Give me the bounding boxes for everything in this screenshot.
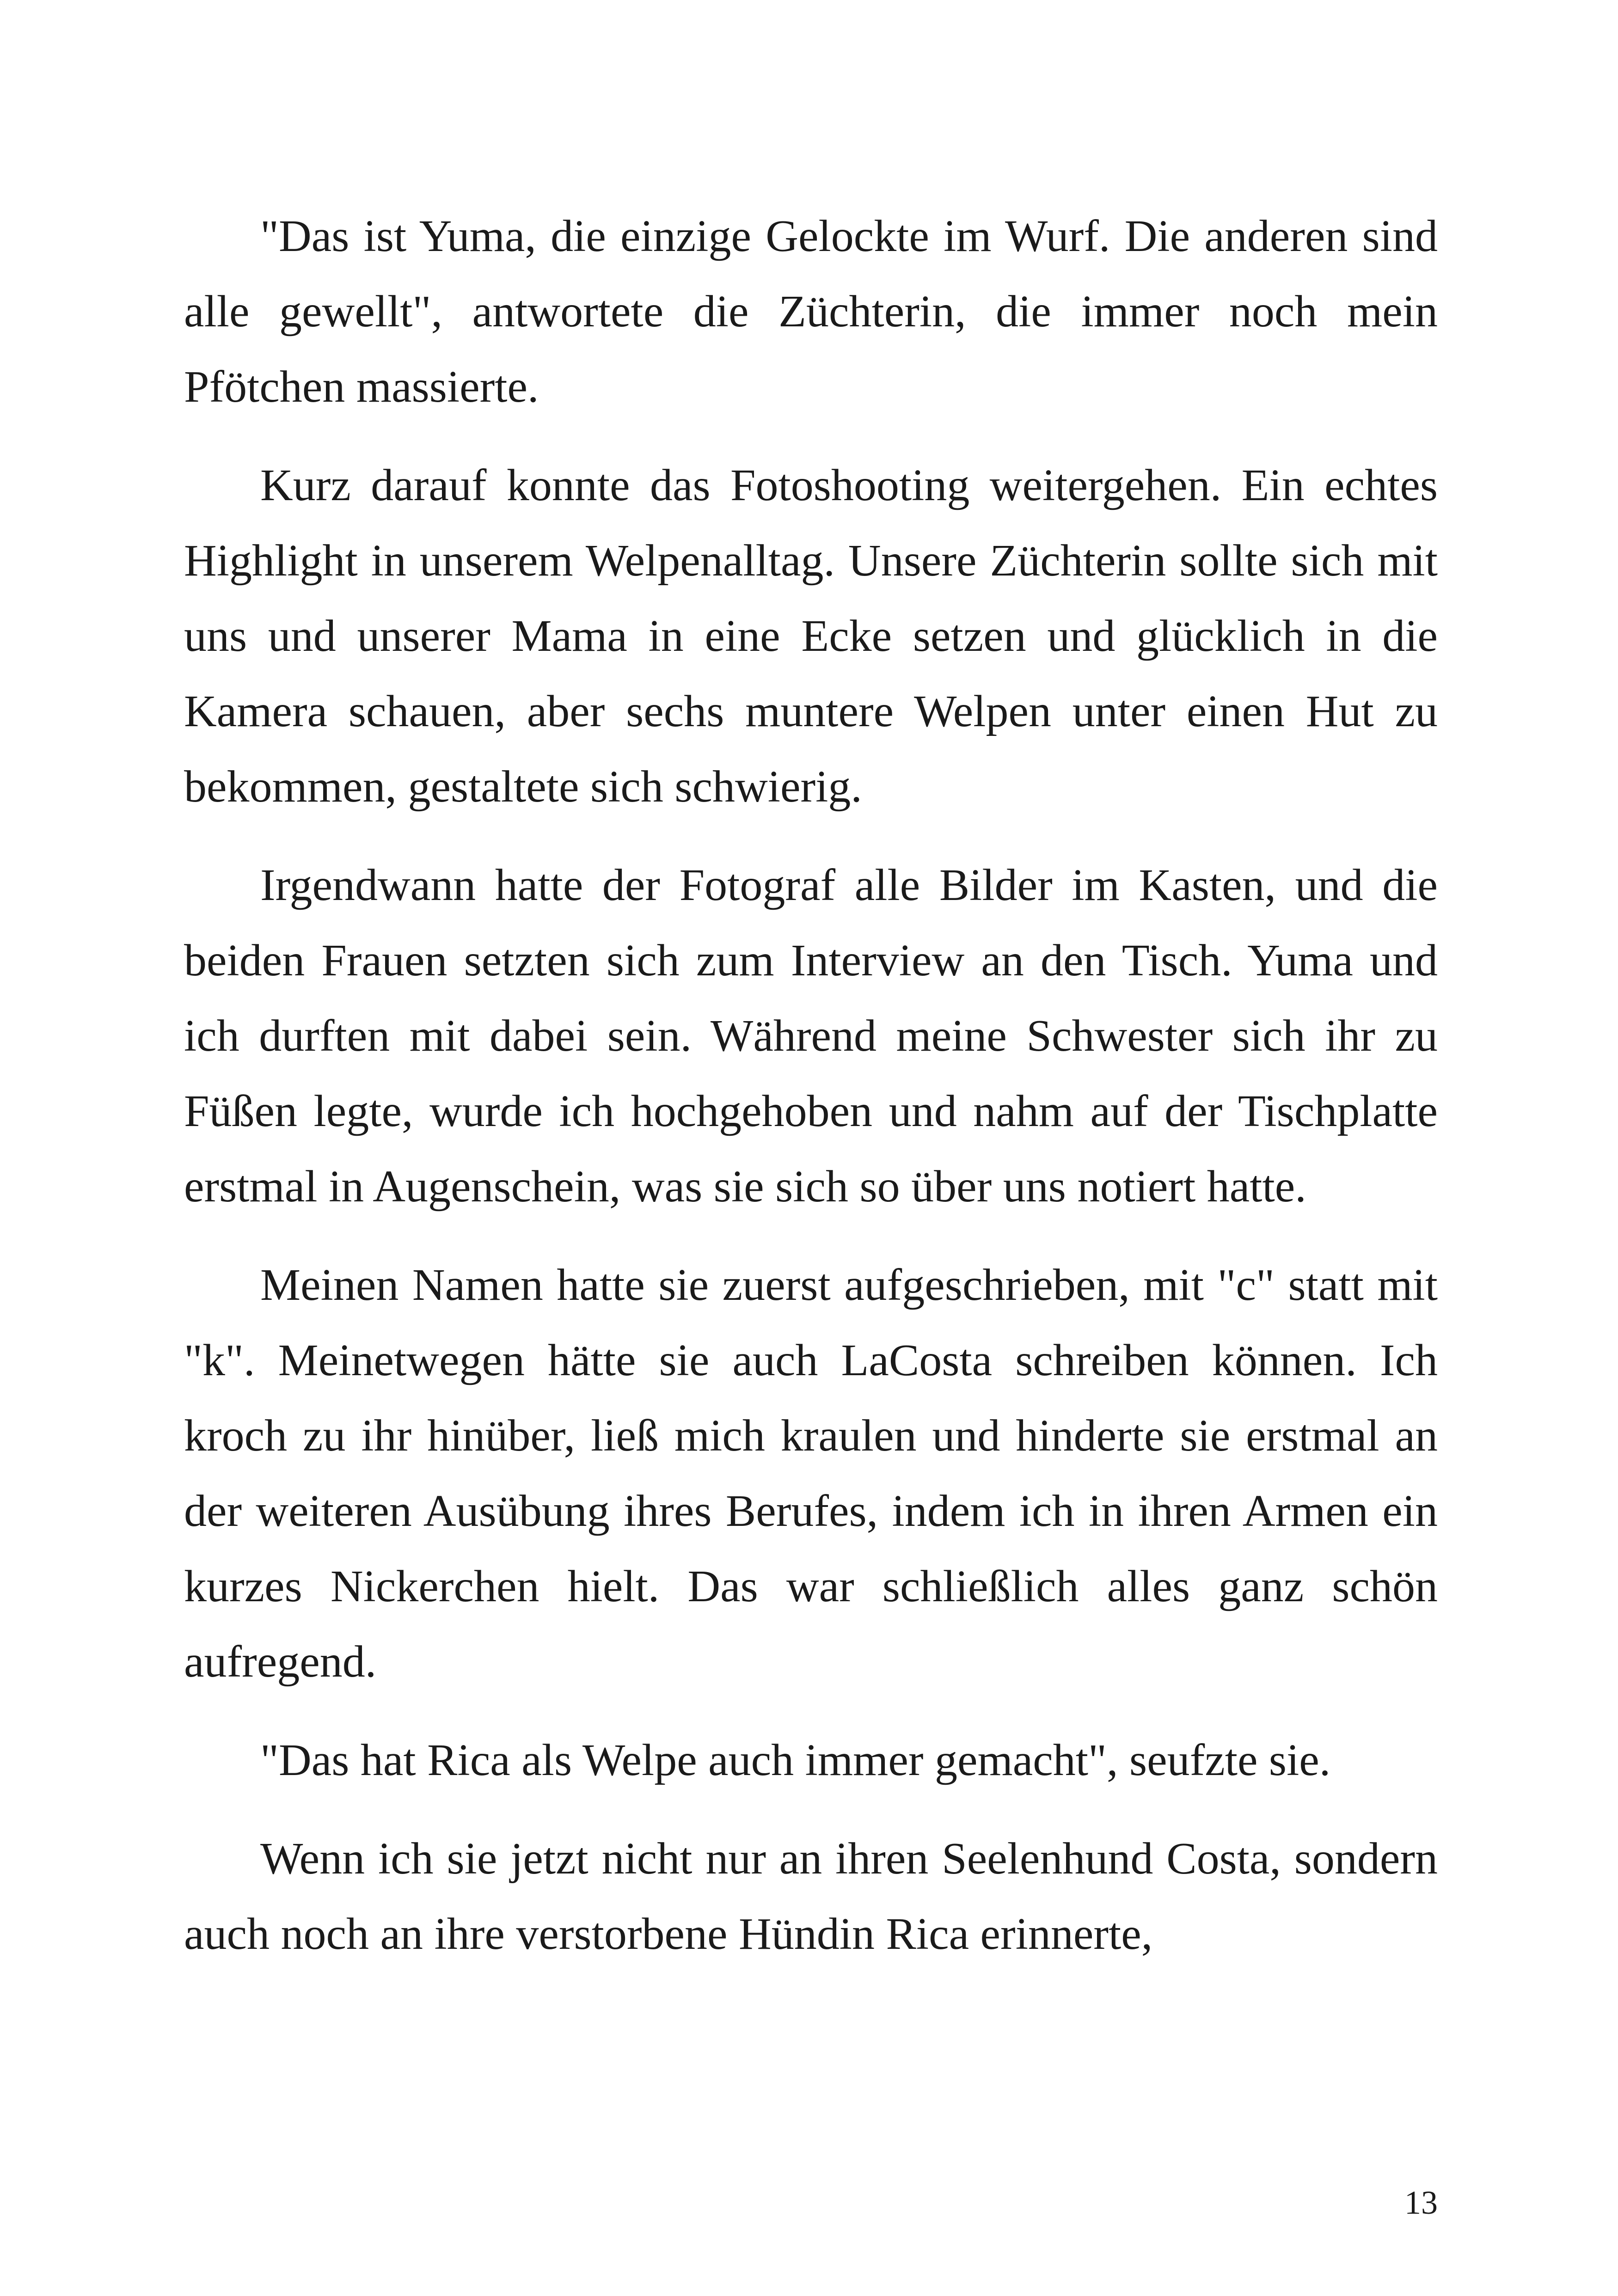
paragraph: Irgendwann hatte der Fotograf alle Bilder im Kasten, und die beiden Frauen setzten sich zum Interview an den Tisch. Yuma und ich durften mit dabei sein. Während meine Schwester sich ihr zu Füßen legte, wurde ich hochgehoben und nahm auf der Tischplatte erstmal in Augenschein, was sie sich so über uns notiert hatte. <box>184 860 1438 1212</box>
paragraph: "Das hat Rica als Welpe auch immer gemacht", seufzte sie. <box>260 1735 1331 1785</box>
paragraph: Wenn ich sie jetzt nicht nur an ihren Seelenhund Costa, sondern auch noch an ihre verstorbene Hündin Rica erinnerte, <box>184 1834 1438 1959</box>
paragraph: "Das ist Yuma, die einzige Gelockte im Wurf. Die anderen sind alle gewellt", antwortete die Züchterin, die immer noch mein Pfötchen massierte. <box>184 211 1438 412</box>
paragraph: Meinen Namen hatte sie zuerst aufgeschrieben, mit "c" statt mit "k". Meinetwegen hätte sie auch LaCosta schreiben können. Ich kroch zu ihr hinüber, ließ mich kraulen und hinderte sie erstmal an der weiteren Ausübung ihres Berufes, indem ich in ihren Armen ein kurzes Nickerchen hielt. Das war schließlich alles ganz schön aufregend. <box>184 1260 1438 1687</box>
paragraph: Kurz darauf konnte das Fotoshooting weitergehen. Ein echtes Highlight in unserem Welpenalltag. Unsere Züchterin sollte sich mit uns und unserer Mama in eine Ecke setzen und glücklich in die Kamera schauen, aber sechs muntere Welpen unter einen Hut zu bekommen, gestaltete sich schwierig. <box>184 460 1438 812</box>
page-number: 13 <box>1404 2184 1438 2221</box>
body-text <box>184 199 1438 1972</box>
